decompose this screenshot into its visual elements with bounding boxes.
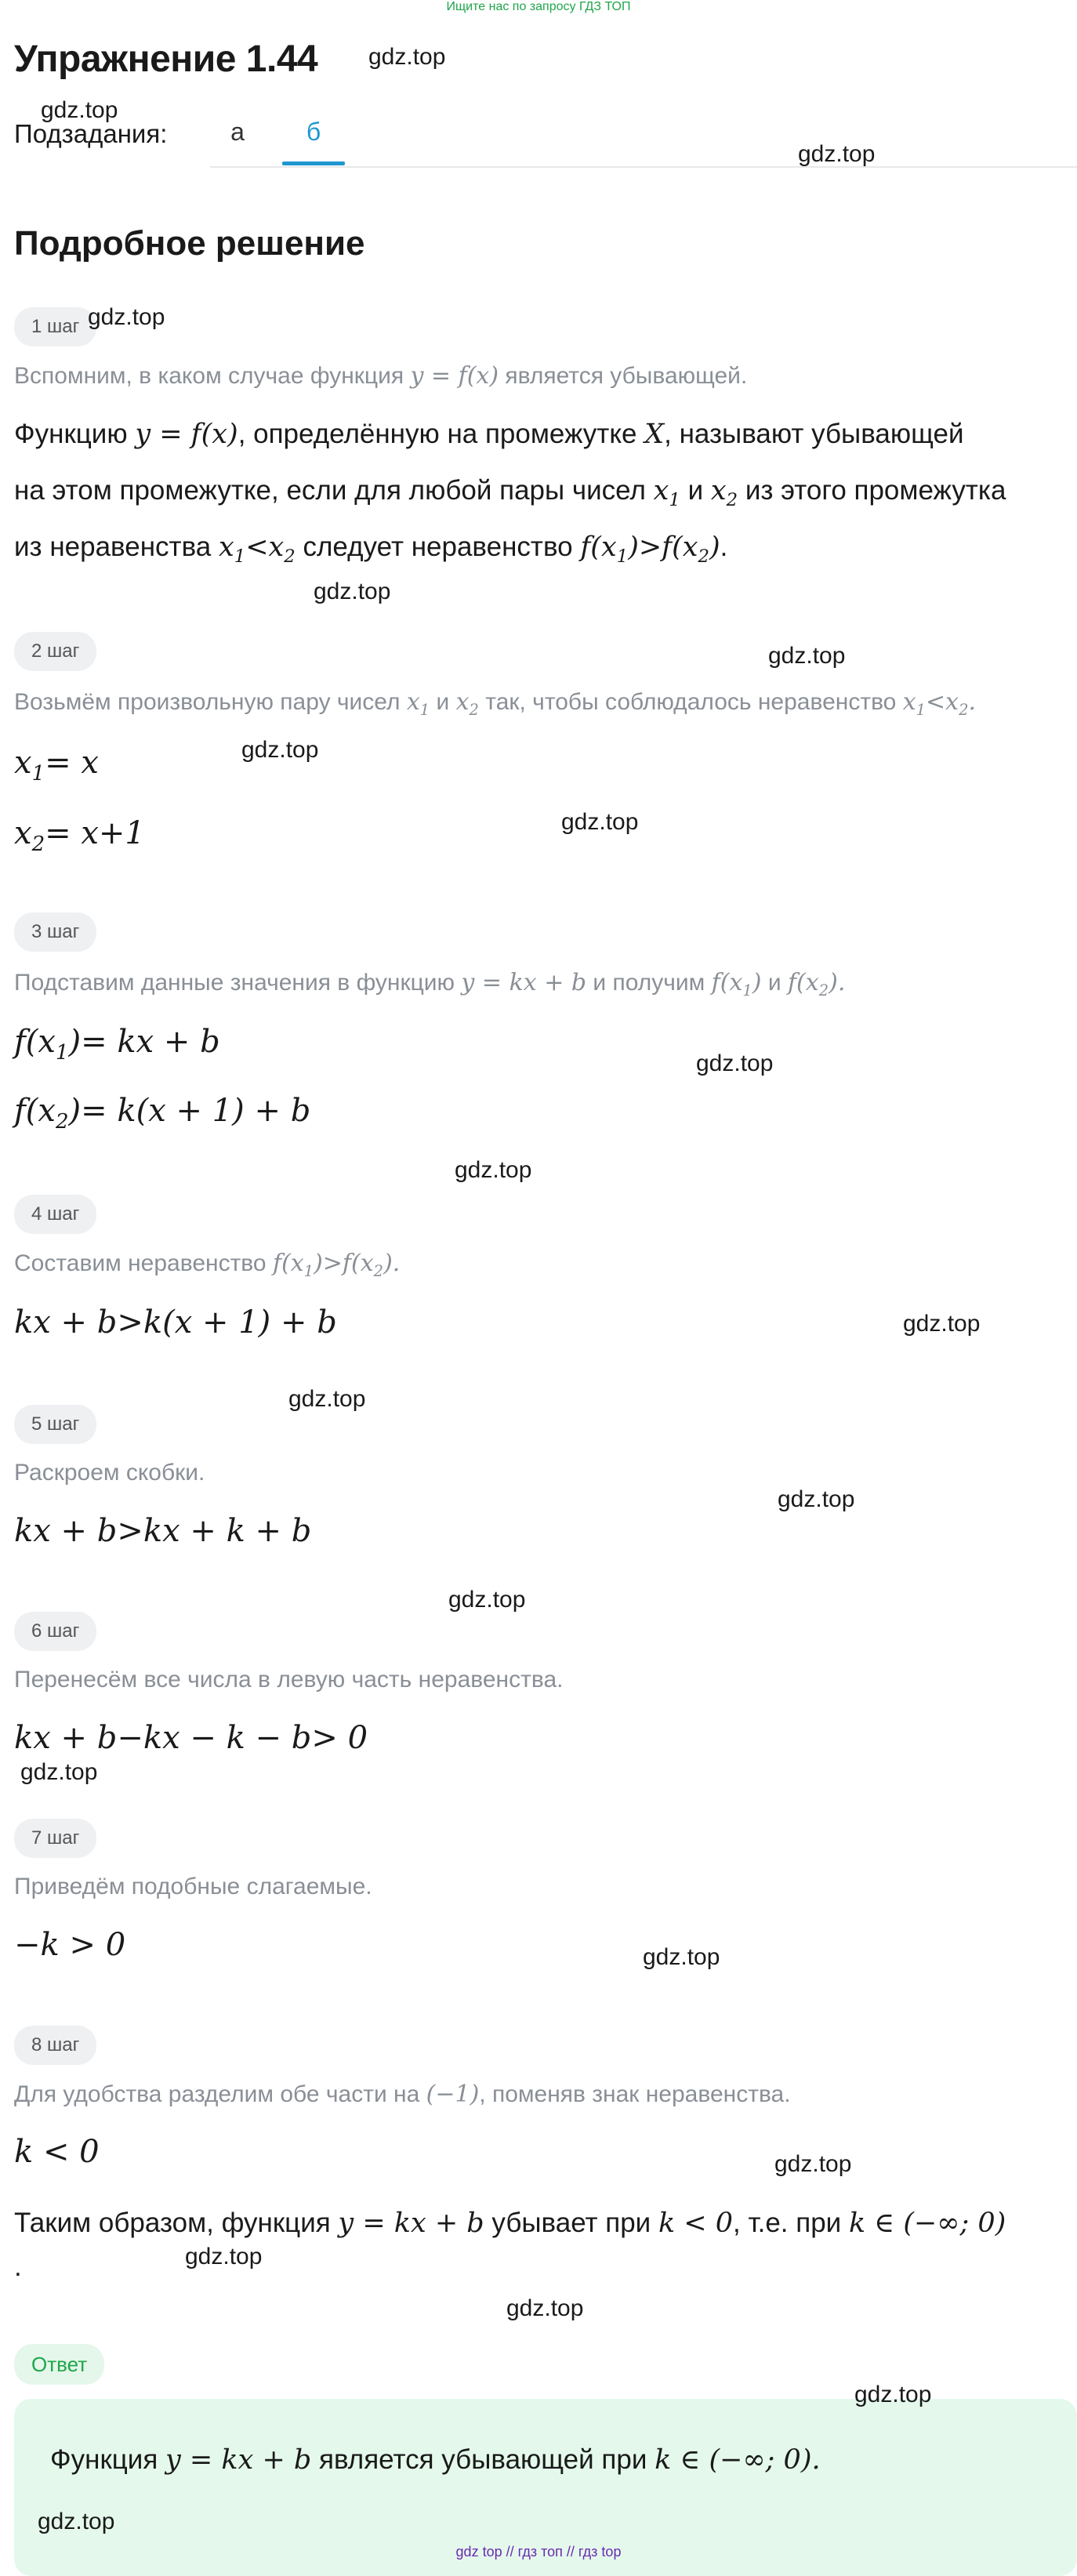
- step-hint: Вспомним, в каком случае функция y = f(x) является убывающей.: [14, 362, 748, 390]
- equation: kx + b>kx + k + b: [14, 1513, 312, 1549]
- step-hint: Составим неравенство $f(x_1)>f(x_2)$.: [14, 1250, 401, 1280]
- equation: kx + b>k(x + 1) + b: [14, 1304, 337, 1341]
- conclusion-line: Таким образом, функция y = kx + b убывает при k < 0, т.е. при k ∈ (−∞; 0): [14, 2208, 1006, 2239]
- step-badge: 2 шаг: [14, 632, 96, 671]
- equation: −k > 0: [14, 1927, 126, 1963]
- watermark: gdz.top: [903, 1311, 981, 1337]
- page-title: Упражнение 1.44: [14, 38, 318, 80]
- answer-text: Функция y = kx + b является убывающей при k ∈ (−∞; 0).: [50, 2444, 821, 2476]
- watermark: gdz.top: [643, 1944, 720, 1970]
- watermark: gdz.top: [448, 1587, 526, 1613]
- step-hint: Возьмём произвольную пару чисел $x_1$ и $x_2$ так, чтобы соблюдалось неравенство $x_1<x_2$.: [14, 688, 977, 719]
- watermark: gdz.top: [506, 2295, 584, 2321]
- step-badge: 3 шаг: [14, 912, 96, 952]
- equation: $x_1= x$: [14, 745, 99, 785]
- watermark: gdz.top: [696, 1050, 774, 1076]
- equation: kx + b−kx − k − b> 0: [14, 1720, 368, 1756]
- step-hint: Приведём подобные слагаемые.: [14, 1874, 372, 1899]
- watermark: gdz.top: [368, 44, 446, 70]
- definition-line: Функцию y = f(x), определённую на промежутке X, называют убывающей: [14, 419, 964, 450]
- watermark: gdz.top: [88, 304, 165, 330]
- watermark: gdz.top: [241, 737, 319, 763]
- watermark: gdz.top: [854, 2382, 932, 2407]
- top-banner: Ищите нас по запросу ГДЗ ТОП: [446, 0, 631, 13]
- definition-line: на этом промежутке, если для любой пары чисел $x_1$ и $x_2$ из этого промежутка: [14, 475, 1006, 510]
- tab-subtask-a[interactable]: а: [230, 118, 245, 146]
- tab-subtask-b[interactable]: б: [306, 118, 321, 146]
- watermark: gdz.top: [38, 2509, 115, 2534]
- step-badge: 6 шаг: [14, 1612, 96, 1651]
- watermark: gdz.top: [455, 1157, 532, 1183]
- watermark: gdz.top: [20, 1759, 98, 1785]
- equation: $x_2= x+1$: [14, 815, 145, 856]
- step-hint: Перенесём все числа в левую часть неравенства.: [14, 1667, 564, 1693]
- step-badge: 7 шаг: [14, 1819, 96, 1858]
- equation: $f(x_1)=$ kx + b: [14, 1024, 220, 1065]
- section-title: Подробное решение: [14, 224, 365, 263]
- answer-badge: Ответ: [14, 2344, 104, 2385]
- watermark: gdz.top: [561, 809, 639, 835]
- watermark: gdz.top: [778, 1486, 855, 1512]
- watermark: gdz.top: [774, 2151, 852, 2177]
- watermark: gdz.top: [314, 579, 391, 604]
- step-hint: Раскроем скобки.: [14, 1460, 205, 1486]
- watermark: gdz.top: [288, 1386, 366, 1412]
- watermark: gdz.top: [768, 643, 846, 669]
- step-badge: 5 шаг: [14, 1405, 96, 1444]
- step-badge: 1 шаг: [14, 307, 96, 346]
- active-tab-indicator: [282, 161, 345, 165]
- subtasks-label: Подзадания:: [14, 119, 168, 148]
- footer-links[interactable]: gdz top // гдз топ // гдз top: [455, 2544, 622, 2560]
- conclusion-dot: .: [14, 2251, 22, 2282]
- equation: k < 0: [14, 2134, 100, 2170]
- step-badge: 4 шаг: [14, 1195, 96, 1234]
- step-hint: Для удобства разделим обе части на (−1), поменяв знак неравенства.: [14, 2081, 791, 2108]
- watermark: gdz.top: [185, 2244, 263, 2269]
- watermark: gdz.top: [41, 97, 118, 123]
- step-badge: 8 шаг: [14, 2026, 96, 2065]
- equation: $f(x_2)= k(x + 1) + b$: [14, 1093, 311, 1134]
- step-hint: Подставим данные значения в функцию y = kx + b и получим $f(x_1)$ и $f(x_2)$.: [14, 969, 846, 1000]
- definition-line: из неравенства $x_1<x_2$ следует неравенство $f(x_1)>f(x_2)$.: [14, 532, 728, 567]
- watermark: gdz.top: [798, 141, 876, 167]
- tabs-divider: [210, 166, 1077, 168]
